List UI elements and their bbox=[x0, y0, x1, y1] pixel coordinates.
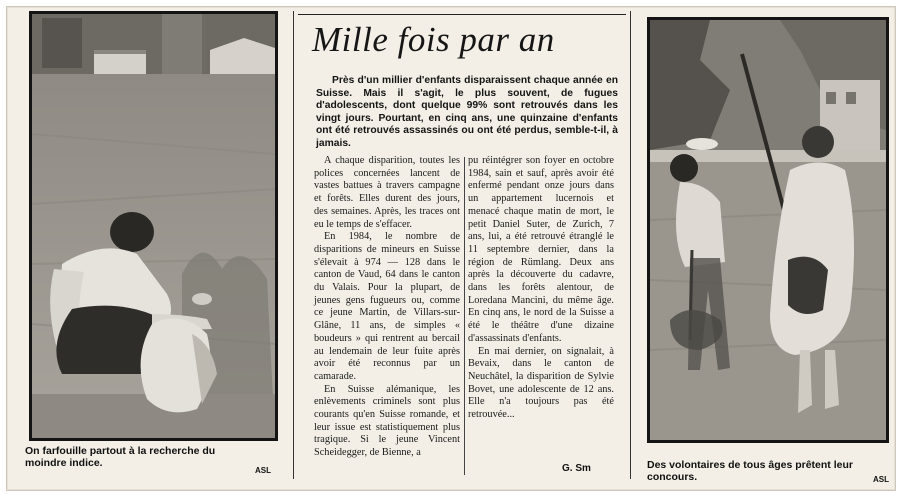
top-rule bbox=[298, 14, 626, 15]
left-photo-caption: On farfouille partout à la recherche du moindre indice. bbox=[25, 445, 216, 469]
right-photo-credit: ASL bbox=[873, 475, 889, 484]
right-photo-caption: Des volontaires de tous âges prêtent leur concours. bbox=[647, 459, 853, 483]
paragraph: A chaque disparition, toutes les polices concernées lancent de vastes battues à travers campagne et forêts. Elles durent des jours, des semaines. Après, les traces ont eu le temps de s'effacer. bbox=[314, 155, 460, 230]
left-photo bbox=[29, 11, 278, 441]
left-photo-credit: ASL bbox=[255, 466, 271, 475]
newspaper-clipping bbox=[6, 6, 896, 491]
column-divider bbox=[464, 157, 465, 475]
headline: Mille fois par an bbox=[312, 20, 555, 59]
paragraph: pu réintégrer son foyer en octobre 1984, sain et sauf, après avoir été enfermé pendant onze jours dans un appartement lucernois et menacé chaque matin de mort, le petit Daniel Suter, de Zurich, 7 ans, lui, a été retrouvé étranglé le 11 septembre dernier, dans la région de Rümlang. Deux ans après la découverte du cadavre, dans les forêts alentour, de Loredana Mancini, du même âge. En cinq ans, le nord de la Suisse a été le théâtre d'une dizaine d'assassinats d'enfants. bbox=[468, 155, 614, 344]
paragraph: En Suisse alémanique, les enlèvements criminels sont plus courants qu'en Suisse romande, et leur issue est statistiquement plus tragique. Si le jeune Vincent Scheidegger, de Bienne, a bbox=[314, 383, 460, 459]
paragraph: En mai dernier, on signalait, à Bevaix, dans le canton de Neuchâtel, la disparition de Sylvie Bovet, une adolescente de 12 ans. Elle n'a toujours pas été retrouvée... bbox=[468, 345, 614, 421]
right-photo bbox=[647, 17, 889, 443]
article-column-1 bbox=[314, 155, 460, 460]
article bbox=[293, 11, 631, 479]
article-column-2 bbox=[468, 155, 614, 422]
author-signature: G. Sm bbox=[562, 463, 591, 474]
lede-paragraph: Près d'un millier d'enfants disparaissent chaque année en Suisse. Mais il s'agit, le plus souvent, de fugues d'adolescents, dont quelque 99% sont retrouvés dans les vingt jours. Pourtant, en cinq ans, une quinzaine d'enfants ont été retrouvés assassinés ou ont été perdus, semble-t-il, à jamais. bbox=[316, 75, 618, 149]
paragraph: En 1984, le nombre de disparitions de mineurs en Suisse s'élevait à 974 — 128 dans le canton de Vaud, 64 dans le canton du Valais. Pour la plupart, de jeunes gens fugueurs ou, comme ce jeune Martin, de Villars-sur-Glâne, 11 ans, de simples « boudeurs » qui rentrent au bercail au lendemain de leur fuite après avoir été reconnus par un camarade. bbox=[314, 231, 460, 382]
